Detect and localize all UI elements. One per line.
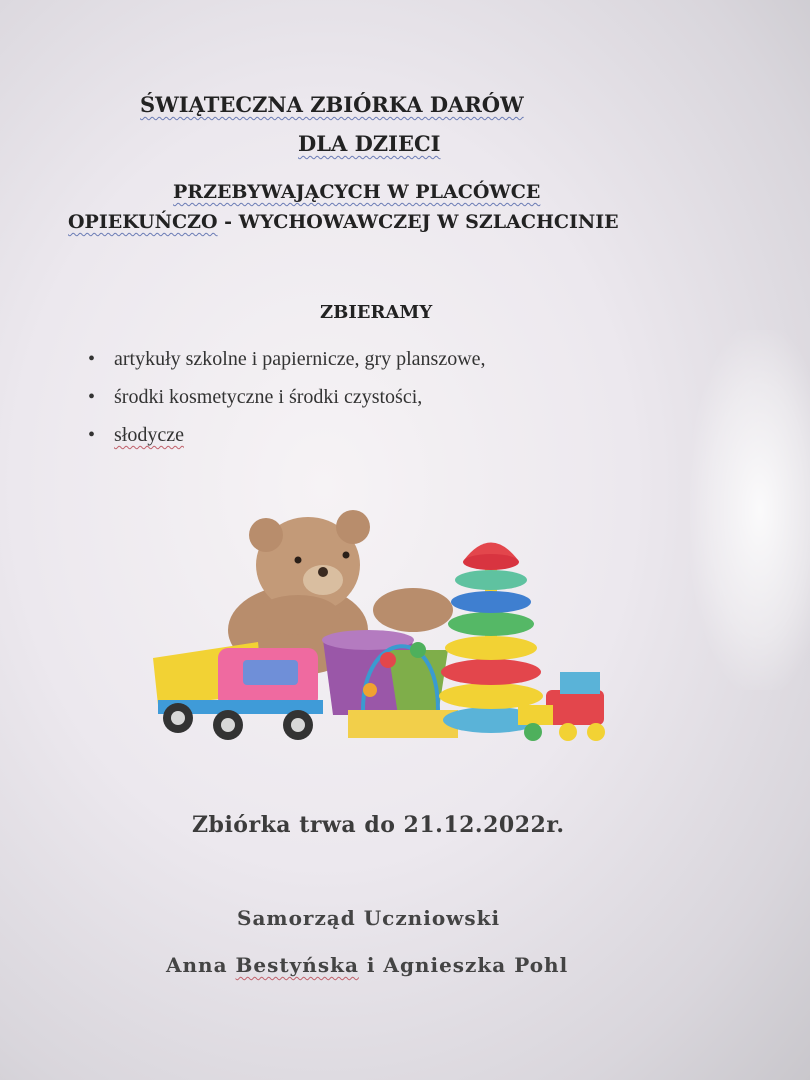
screen-glare	[690, 330, 810, 690]
list-item: • słodycze	[88, 424, 486, 462]
list-item: • środki kosmetyczne i środki czystości,	[88, 386, 486, 424]
deadline-text: Zbiórka trwa do 21.12.2022r.	[192, 812, 565, 838]
title-line-2: DLA DZIECI	[298, 131, 441, 156]
toys-illustration-icon	[148, 500, 618, 750]
organizer-names: Anna Bestyńska i Agnieszka Pohl	[166, 953, 569, 977]
truck-icon	[153, 642, 323, 740]
collect-list	[88, 348, 486, 462]
title-line-4: OPIEKUŃCZO - WYCHOWAWCZEJ W SZLACHCINIE	[68, 211, 619, 233]
collect-heading: ZBIERAMY	[320, 302, 433, 323]
toy-train-icon	[518, 672, 605, 741]
stacking-rings-icon	[439, 543, 543, 734]
title-line-3: PRZEBYWAJĄCYCH W PLACÓWCE	[173, 181, 541, 203]
bucket-icon	[322, 630, 448, 715]
list-item: • artykuły szkolne i papiernicze, gry planszowe,	[88, 348, 486, 386]
organization-name: Samorząd Uczniowski	[237, 906, 501, 930]
title-line-1: ŚWIĄTECZNA ZBIÓRKA DARÓW	[140, 92, 524, 117]
